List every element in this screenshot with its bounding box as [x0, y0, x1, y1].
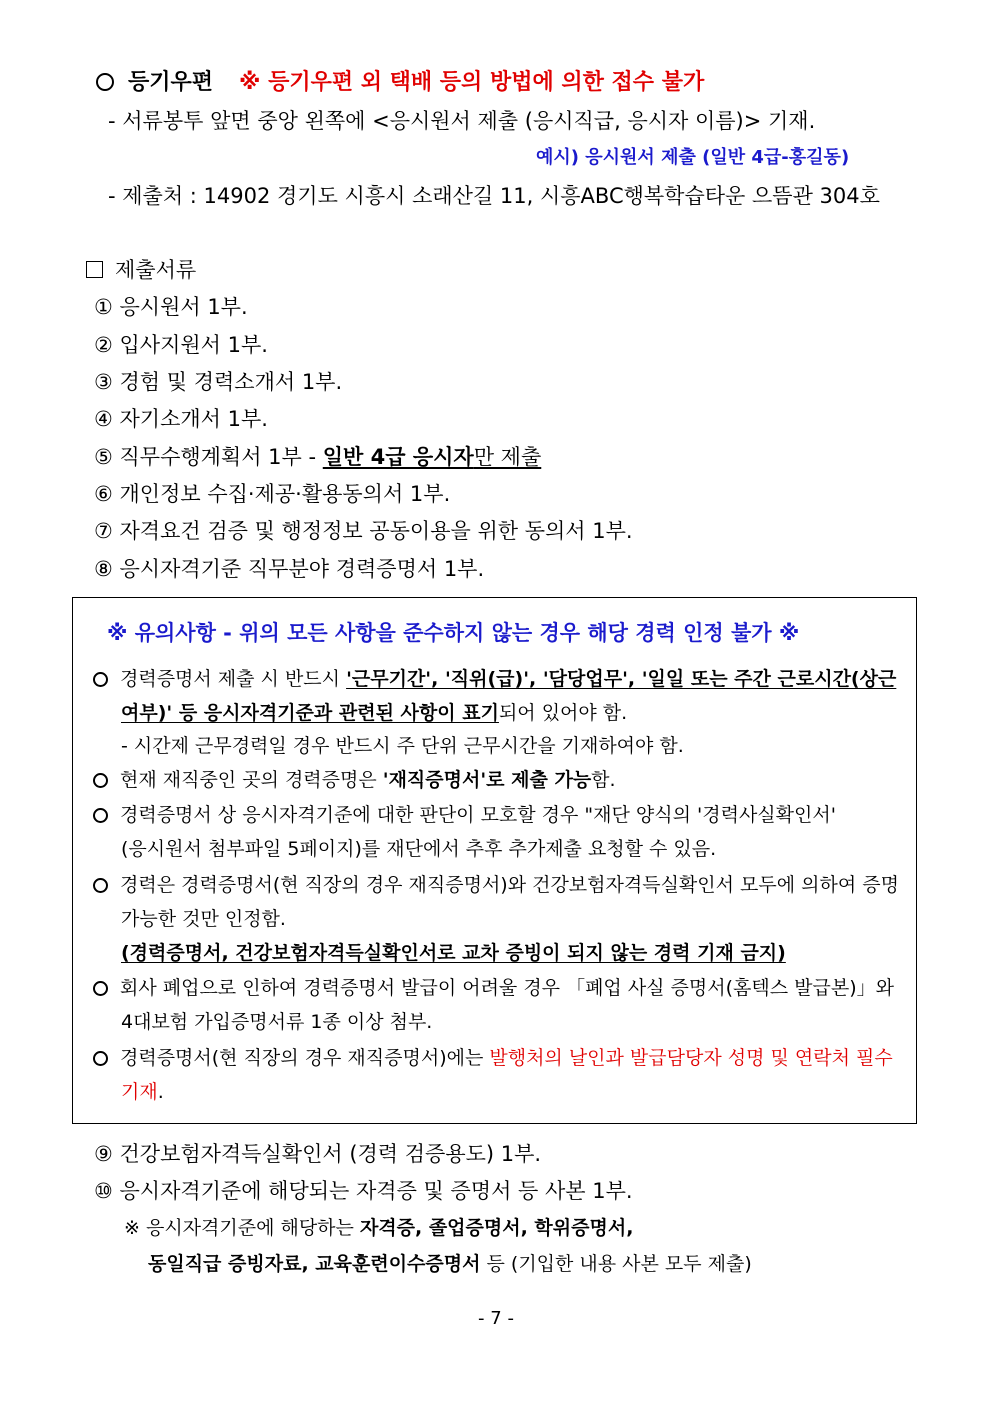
notice-item-5: 회사 폐업으로 인하여 경력증명서 발급이 어려울 경우 「폐업 사실 증명서(홈텍스 발급본)」와 — [93, 974, 894, 1002]
doc-item-1: ① 응시원서 1부. — [94, 295, 248, 319]
doc-item-8: ⑧ 응시자격기준 직무분야 경력증명서 1부. — [94, 557, 485, 581]
docs-heading: 제출서류 — [86, 255, 196, 285]
doc-item-6: ⑥ 개인정보 수집·제공·활용동의서 1부. — [94, 482, 451, 506]
mail-example: 예시) 응시원서 제출 (일반 4급-홍길동) — [536, 147, 850, 168]
doc-item-3: ③ 경험 및 경력소개서 1부. — [94, 370, 343, 394]
notice-item-1: 경력증명서 제출 시 반드시 '근무기간', '직위(급)', '담당업무', '일일 또는 주간 근로시간(상근 — [93, 665, 896, 693]
mail-line-1: - 서류봉투 앞면 중앙 왼쪽에 <응시원서 제출 (응시직급, 응시자 이름)> 기재. — [108, 109, 816, 133]
notice-item-4-cont: 가능한 것만 인정함. — [121, 908, 286, 930]
circle-bullet-icon — [93, 808, 108, 823]
doc-note-2: 동일직급 증빙자료, 교육훈련이수증명서 등 (기입한 내용 사본 모두 제출) — [148, 1253, 752, 1275]
notice-item-2: 현재 재직중인 곳의 경력증명은 '재직증명서'로 제출 가능함. — [93, 766, 616, 794]
circle-bullet-icon — [93, 773, 108, 788]
doc-item-4: ④ 자기소개서 1부. — [94, 407, 268, 431]
doc-item-9: ⑨ 건강보험자격득실확인서 (경력 검증용도) 1부. — [94, 1142, 542, 1166]
mail-address: - 제출처 : 14902 경기도 시흥시 소래산길 11, 시흥ABC행복학습타운 으뜸관 304호 — [108, 184, 880, 208]
doc-item-2: ② 입사지원서 1부. — [94, 333, 268, 357]
circle-bullet-icon — [93, 1051, 108, 1066]
circle-bullet-icon — [93, 878, 108, 893]
notice-item-6: 경력증명서(현 직장의 경우 재직증명서)에는 발행처의 날인과 발급담당자 성명 및 연락처 필수 — [93, 1044, 893, 1072]
doc-note-1: ※ 응시자격기준에 해당하는 자격증, 졸업증명서, 학위증명서, — [124, 1217, 634, 1239]
notice-item-3-cont: (응시원서 첨부파일 5페이지)를 재단에서 추후 추가제출 요청할 수 있음. — [121, 838, 717, 860]
mail-heading — [96, 68, 704, 98]
doc-item-5: ⑤ 직무수행계획서 1부 - 일반 4급 응시자만 제출 — [94, 445, 542, 469]
notice-title: ※ 유의사항 - 위의 모든 사항을 준수하지 않는 경우 해당 경력 인정 불가 ※ — [107, 621, 800, 645]
notice-item-4: 경력은 경력증명서(현 직장의 경우 재직증명서)와 건강보험자격득실확인서 모두에 의하여 증명 — [93, 871, 899, 899]
notice-item-4-emphasis: (경력증명서, 건강보험자격득실확인서로 교차 증빙이 되지 않는 경력 기재 금지) — [121, 942, 786, 964]
circle-bullet-icon — [93, 981, 108, 996]
doc-item-10: ⑩ 응시자격기준에 해당되는 자격증 및 증명서 등 사본 1부. — [94, 1179, 633, 1203]
notice-item-5-cont: 4대보험 가입증명서류 1종 이상 첨부. — [121, 1011, 433, 1033]
notice-item-6-cont: 기재. — [121, 1081, 164, 1103]
notice-box — [72, 597, 917, 1124]
circle-bullet-icon — [96, 73, 114, 91]
mail-title: 등기우편 — [128, 70, 214, 95]
checkbox-square-icon — [86, 261, 103, 278]
page-number: - 7 - — [478, 1308, 514, 1329]
mail-note: ※ 등기우편 외 택배 등의 방법에 의한 접수 불가 — [239, 70, 705, 95]
notice-item-1-sub: - 시간제 근무경력일 경우 반드시 주 단위 근무시간을 기재하여야 함. — [121, 735, 684, 757]
notice-item-1-cont: 여부)' 등 응시자격기준과 관련된 사항이 표기되어 있어야 함. — [121, 702, 628, 724]
doc-item-7: ⑦ 자격요건 검증 및 행정정보 공동이용을 위한 동의서 1부. — [94, 519, 633, 543]
doc-item-5-emphasis: 일반 4급 응시자 — [322, 445, 474, 469]
circle-bullet-icon — [93, 672, 108, 687]
notice-item-3: 경력증명서 상 응시자격기준에 대한 판단이 모호할 경우 "재단 양식의 '경력사실확인서' — [93, 801, 836, 829]
